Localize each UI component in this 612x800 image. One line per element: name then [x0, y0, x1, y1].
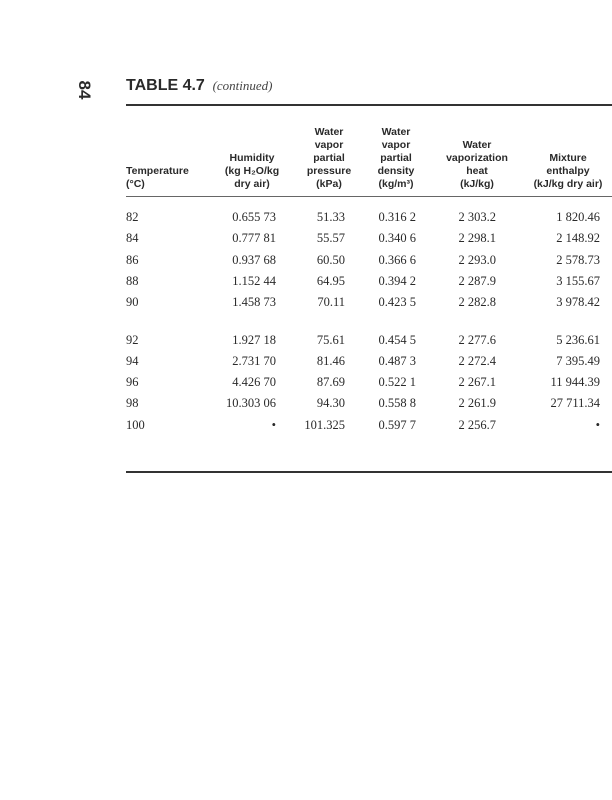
cell-vapor-pressure: 55.57 [316, 231, 345, 246]
cell-vaporization-heat: 2 272.4 [458, 353, 496, 368]
header-vapor-pressure [296, 115, 362, 191]
cell-mixture-enthalpy: 7 395.49 [556, 353, 600, 368]
header-line: dry air) [234, 178, 270, 190]
header-rule [126, 196, 612, 197]
cell-vapor-pressure: 64.95 [316, 273, 345, 288]
cell-humidity: 0.777 81 [232, 231, 276, 246]
cell-vapor-pressure: 87.69 [316, 375, 345, 390]
table-bottom-rule [126, 471, 612, 473]
header-line: (kJ/kg) [460, 178, 494, 190]
table-top-rule [126, 104, 612, 106]
cell-temperature: 88 [126, 273, 139, 288]
cell-temperature: 84 [126, 231, 139, 246]
cell-vapor-density: 0.522 1 [378, 375, 416, 390]
cell-humidity: 4.426 70 [232, 375, 276, 390]
header-vaporization-heat [434, 115, 520, 191]
header-line: (kg/m³) [378, 178, 414, 190]
cell-humidity: 2.731 70 [232, 353, 276, 368]
cell-vapor-density: 0.340 6 [378, 231, 416, 246]
cell-vaporization-heat: 2 303.2 [458, 210, 496, 224]
cell-humidity: 1.152 44 [232, 273, 276, 288]
cell-vaporization-heat: 2 293.0 [458, 252, 496, 267]
cell-temperature: 94 [126, 353, 139, 368]
header-line: Humidity [229, 152, 275, 164]
header-line: Mixture [549, 152, 587, 164]
table-title [126, 77, 273, 95]
cell-vaporization-heat: 2 256.7 [458, 417, 496, 432]
cell-mixture-enthalpy: • [595, 417, 600, 432]
header-line: vapor [314, 139, 344, 151]
cell-vapor-pressure: 70.11 [317, 295, 345, 310]
cell-vaporization-heat: 2 277.6 [458, 332, 496, 347]
table-label: TABLE 4.7 [126, 77, 205, 94]
header-humidity [214, 115, 290, 191]
cell-vapor-density: 0.487 3 [378, 353, 416, 368]
cell-vaporization-heat: 2 282.8 [458, 295, 496, 310]
cell-temperature: 98 [126, 396, 139, 411]
cell-mixture-enthalpy: 2 148.92 [556, 231, 600, 246]
header-line: pressure [306, 165, 352, 177]
header-vapor-density [368, 115, 424, 191]
cell-humidity: 0.655 73 [232, 210, 276, 224]
cell-mixture-enthalpy: 1 820.46 [556, 210, 600, 224]
table-continued-note: (continued) [212, 78, 273, 93]
header-line: (kJ/kg dry air) [533, 178, 603, 190]
header-line: (kg H₂O/kg [224, 165, 280, 177]
cell-mixture-enthalpy: 5 236.61 [556, 332, 600, 347]
cell-temperature: 82 [126, 210, 139, 224]
cell-mixture-enthalpy: 27 711.34 [550, 396, 600, 411]
cell-mixture-enthalpy: 3 978.42 [556, 295, 600, 310]
cell-vaporization-heat: 2 267.1 [458, 375, 496, 390]
cell-vapor-density: 0.366 6 [378, 252, 416, 267]
header-line: vaporization [446, 152, 508, 164]
cell-humidity: 1.458 73 [232, 295, 276, 310]
cell-vapor-pressure: 81.46 [316, 353, 345, 368]
cell-vapor-density: 0.423 5 [378, 295, 416, 310]
cell-vapor-density: 0.316 2 [378, 210, 416, 224]
cell-mixture-enthalpy: 3 155.67 [556, 273, 600, 288]
cell-temperature: 96 [126, 375, 139, 390]
header-line: density [377, 165, 415, 177]
cell-vaporization-heat: 2 261.9 [458, 396, 496, 411]
cell-vapor-density: 0.558 8 [378, 396, 416, 411]
header-line: (kPa) [316, 178, 342, 190]
cell-vaporization-heat: 2 287.9 [458, 273, 496, 288]
cell-vaporization-heat: 2 298.1 [458, 231, 496, 246]
cell-vapor-density: 0.454 5 [378, 332, 416, 347]
cell-vapor-pressure: 75.61 [316, 332, 345, 347]
cell-vapor-pressure: 94.30 [316, 396, 345, 411]
cell-temperature: 90 [126, 295, 139, 310]
cell-humidity: 1.927 18 [232, 332, 276, 347]
page-number: 84 [75, 80, 94, 100]
cell-humidity: • [271, 417, 276, 432]
cell-humidity: 0.937 68 [232, 252, 276, 267]
cell-mixture-enthalpy: 11 944.39 [550, 375, 600, 390]
cell-vapor-pressure: 51.33 [316, 210, 345, 224]
cell-vapor-pressure: 101.325 [304, 417, 345, 432]
header-line: Water [462, 139, 492, 151]
header-temperature [126, 115, 206, 191]
header-line: enthalpy [546, 165, 590, 177]
header-line: Water [314, 126, 344, 138]
cell-vapor-density: 0.394 2 [378, 273, 416, 288]
cell-temperature: 92 [126, 332, 139, 347]
header-line: partial [313, 152, 345, 164]
cell-vapor-pressure: 60.50 [316, 252, 345, 267]
header-line: Temperature [126, 165, 189, 177]
header-line: Water [381, 126, 411, 138]
cell-temperature: 86 [126, 252, 139, 267]
cell-vapor-density: 0.597 7 [378, 417, 416, 432]
cell-temperature: 100 [126, 417, 145, 432]
header-mixture-enthalpy [524, 115, 612, 191]
cell-humidity: 10.303 06 [226, 396, 276, 411]
header-line: partial [380, 152, 412, 164]
header-line: heat [466, 165, 488, 177]
header-line: vapor [381, 139, 411, 151]
header-line: (°C) [126, 178, 145, 190]
cell-mixture-enthalpy: 2 578.73 [556, 252, 600, 267]
